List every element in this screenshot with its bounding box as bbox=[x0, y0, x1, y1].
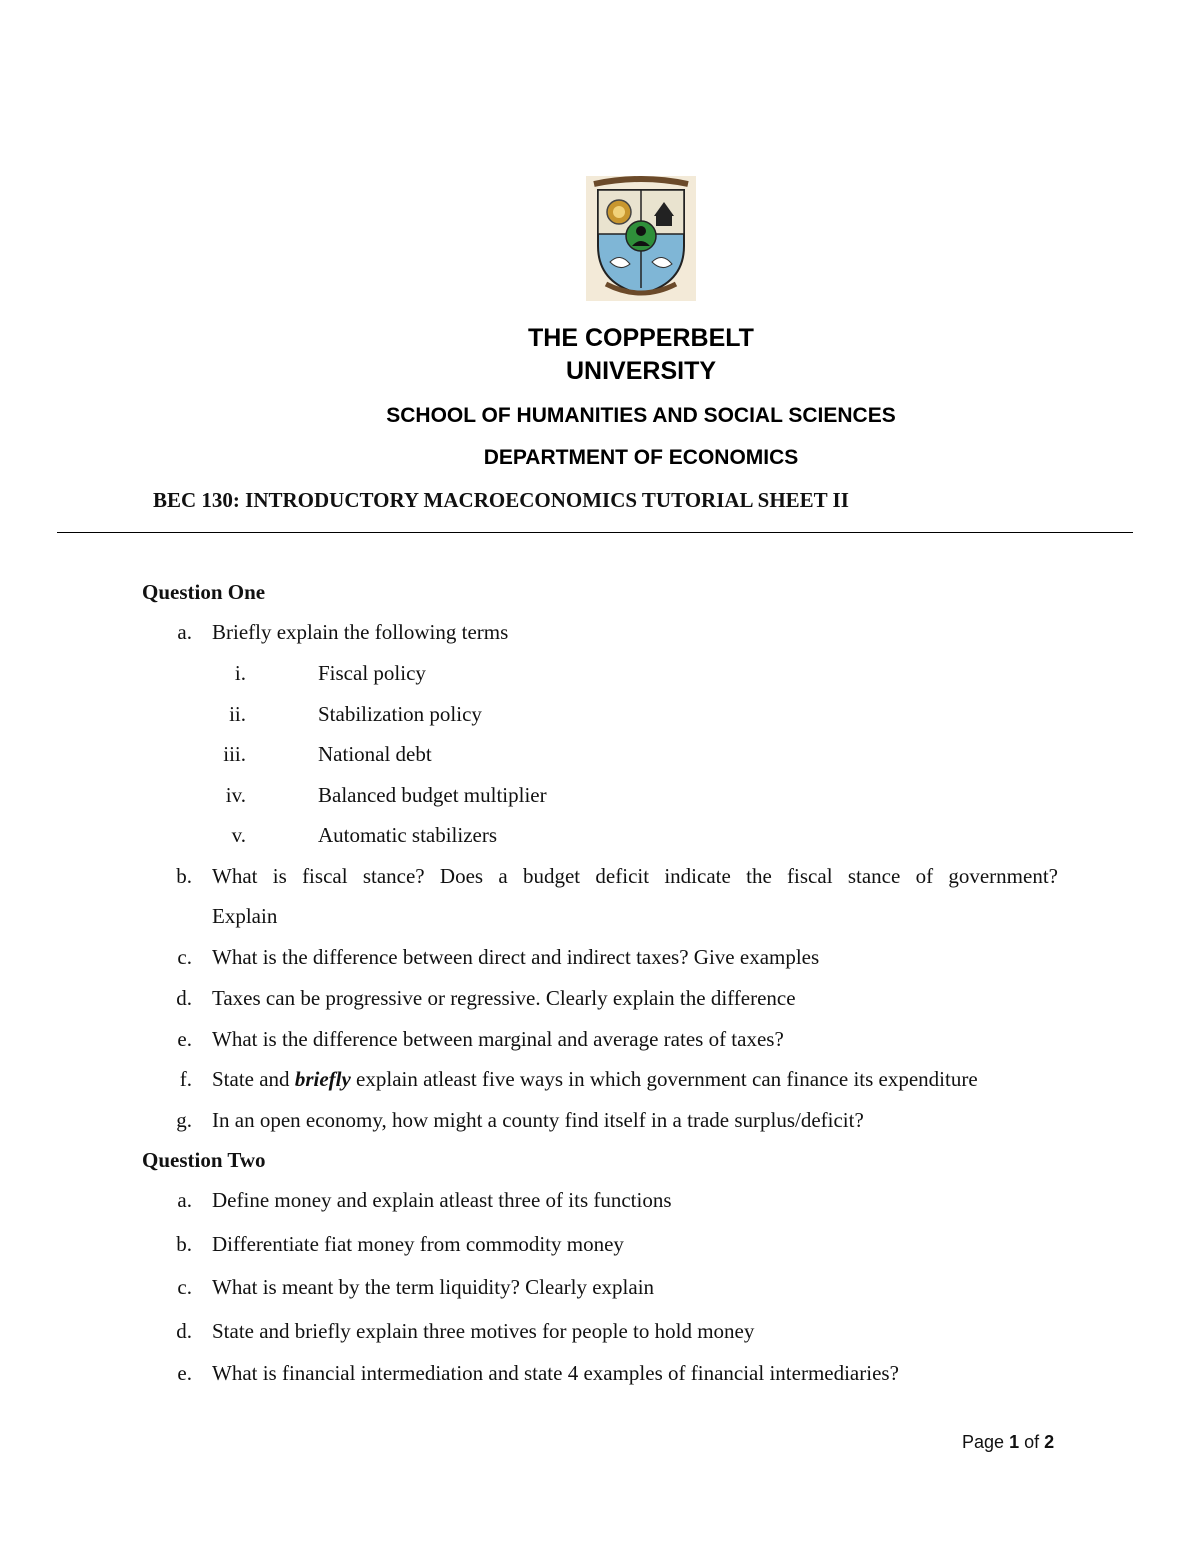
question-two-heading: Question Two bbox=[142, 1148, 266, 1172]
university-title bbox=[0, 322, 1200, 388]
item-label: d. bbox=[176, 1319, 192, 1343]
item-label: c. bbox=[177, 945, 192, 969]
item-text bbox=[212, 1067, 978, 1092]
university-title-line1: THE COPPERBELT bbox=[528, 324, 754, 352]
item-label: d. bbox=[176, 986, 192, 1010]
item-text: What is meant by the term liquidity? Clearly explain bbox=[212, 1275, 655, 1299]
item-label: g. bbox=[176, 1108, 192, 1132]
item-text: What is the difference between direct and indirect taxes? Give examples bbox=[212, 945, 820, 969]
item-text: What is financial intermediation and state 4 examples of financial intermediaries? bbox=[212, 1361, 899, 1385]
item-text: In an open economy, how might a county find itself in a trade surplus/deficit? bbox=[212, 1108, 864, 1132]
item-text: State and briefly explain three motives for people to hold money bbox=[212, 1319, 755, 1343]
item-text: National debt bbox=[318, 742, 432, 766]
item-label: iii. bbox=[223, 742, 246, 766]
page-number bbox=[962, 1432, 1054, 1453]
item-text: Automatic stabilizers bbox=[318, 823, 498, 847]
item-text-continued: Explain bbox=[212, 904, 278, 928]
item-label: v. bbox=[231, 823, 246, 847]
item-text: Differentiate fiat money from commodity money bbox=[212, 1232, 624, 1256]
question-one-heading: Question One bbox=[142, 580, 266, 604]
university-crest bbox=[586, 176, 696, 301]
item-text: Balanced budget multiplier bbox=[318, 783, 547, 807]
item-label: e. bbox=[177, 1361, 192, 1385]
department-name: DEPARTMENT OF ECONOMICS bbox=[483, 446, 799, 469]
item-label: iv. bbox=[225, 783, 246, 807]
course-title: BEC 130: INTRODUCTORY MACROECONOMICS TUTORIAL SHEET II bbox=[153, 488, 849, 512]
item-text-post: explain atleast five ways in which government can finance its expenditure bbox=[350, 1067, 978, 1091]
item-text: What is fiscal stance? Does a budget deficit indicate the fiscal stance of government? bbox=[212, 864, 1058, 888]
item-label: b. bbox=[176, 1232, 192, 1256]
item-text-pre: State and bbox=[212, 1067, 295, 1091]
page-word: Page bbox=[962, 1432, 1005, 1452]
item-label: ii. bbox=[229, 702, 246, 726]
item-text: Fiscal policy bbox=[318, 661, 426, 685]
header-divider bbox=[57, 532, 1133, 533]
item-label: a. bbox=[177, 620, 192, 644]
item-label: c. bbox=[177, 1275, 192, 1299]
item-text: Define money and explain atleast three of its functions bbox=[212, 1188, 672, 1212]
page-current: 1 bbox=[1009, 1432, 1020, 1452]
item-text: Stabilization policy bbox=[318, 702, 482, 726]
item-label: e. bbox=[177, 1027, 192, 1051]
item-text: Briefly explain the following terms bbox=[212, 620, 509, 644]
item-text: What is the difference between marginal and average rates of taxes? bbox=[212, 1027, 784, 1051]
item-label: a. bbox=[177, 1188, 192, 1212]
item-text: Taxes can be progressive or regressive. Clearly explain the difference bbox=[212, 986, 796, 1010]
item-label: i. bbox=[234, 661, 246, 685]
item-label: f. bbox=[179, 1067, 192, 1091]
university-title-line2: UNIVERSITY bbox=[565, 357, 717, 385]
school-name: SCHOOL OF HUMANITIES AND SOCIAL SCIENCES bbox=[386, 404, 896, 427]
item-text-emphasis: briefly bbox=[294, 1067, 351, 1091]
page-total: 2 bbox=[1044, 1432, 1055, 1452]
of-word: of bbox=[1024, 1432, 1040, 1452]
item-label: b. bbox=[176, 864, 192, 888]
